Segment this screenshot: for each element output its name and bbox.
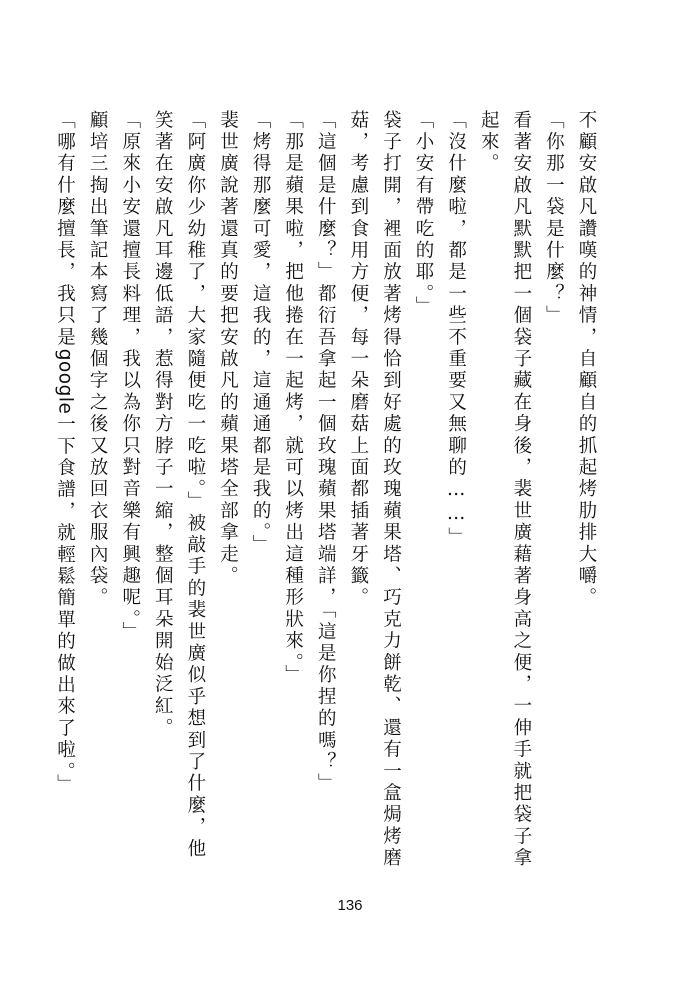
paragraph-text: 一下食譜，就輕鬆簡單的做出來了啦。」 <box>54 414 76 796</box>
paragraph: 看著安啟凡默默把一個袋子藏在身後，裴世廣藉著身高之便，一伸手就把袋子拿起來。 <box>478 110 532 870</box>
latin-word: google <box>54 348 76 415</box>
paragraph: 「小安有帶吃的耶。」 <box>413 110 435 318</box>
paragraph: 「這個是什麼？」都衍吾拿起一個玫瑰蘋果塔端詳，「這是你捏的嗎？」 <box>315 110 337 796</box>
paragraph: 「烤得那麼可愛，這我的，這通通都是我的。」 <box>250 110 272 557</box>
paragraph: 「阿廣你少幼稚了，大家隨便吃一吃啦。」被敲手的裴世廣似乎想到了什麼，他笑著在安啟凡耳邊低語，惹得對方脖子一縮，整個耳朵開始泛紅。 <box>152 110 206 861</box>
paragraph: 顧培三掏出筆記本寫了幾個字之後又放回衣服內袋。 <box>87 110 109 610</box>
vertical-text-body <box>54 110 602 870</box>
paragraph: 「那是蘋果啦，把他捲在一起烤，就可以烤出這種形狀來。」 <box>282 110 304 687</box>
paragraph: 袋子打開，裡面放著烤得恰到好處的玫瑰蘋果塔、巧克力餅乾、還有一盒焗烤磨菇，考慮到食用方便，每一朵磨菇上面都插著牙籤。 <box>347 110 402 870</box>
paragraph: 「原來小安還擅長料理，我以為你只對音樂有興趣呢。」 <box>119 110 141 644</box>
paragraph-text: 「哪有什麼擅長，我只是 <box>54 110 76 349</box>
paragraph: 「沒什麼啦，都是一些不重要又無聊的……」 <box>445 110 467 549</box>
paragraph: 裴世廣說著還真的要把安啟凡的蘋果塔全部拿走。 <box>217 110 239 588</box>
paragraph <box>48 110 81 870</box>
page-number: 136 <box>337 897 363 914</box>
paragraph: 不顧安啟凡讚嘆的神情，自顧自的抓起烤肋排大嚼。 <box>576 110 597 610</box>
paragraph: 「你那一袋是什麼？」 <box>543 110 565 327</box>
